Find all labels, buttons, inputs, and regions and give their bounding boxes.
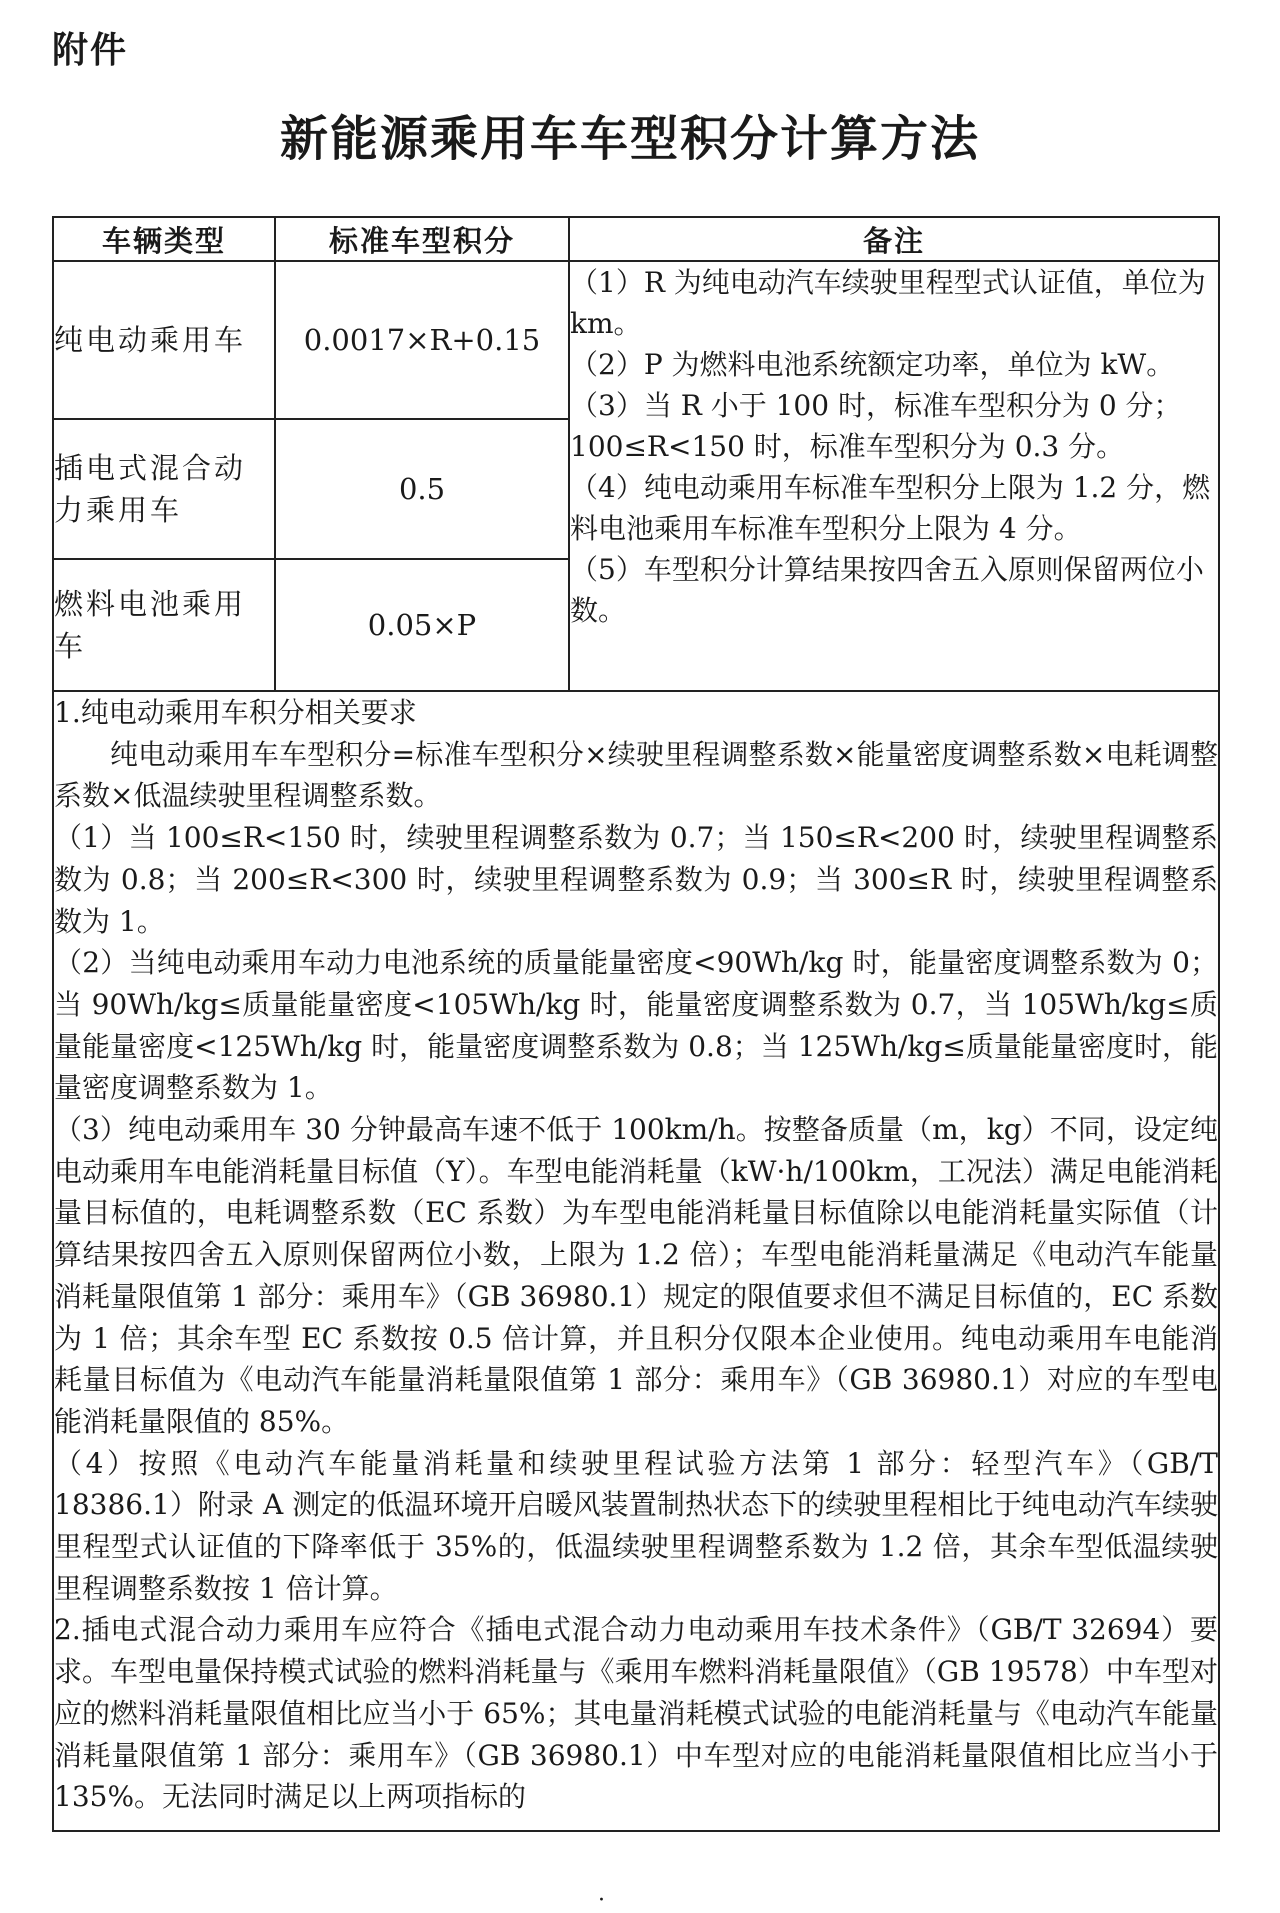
note-item: （1）R 为纯电动汽车续驶里程型式认证值，单位为 km。 (570, 266, 1206, 340)
attachment-label: 附件 (52, 30, 129, 71)
section-heading: 1.纯电动乘用车积分相关要求 (54, 696, 417, 729)
score-table (52, 216, 1220, 1832)
body-paragraph: （2）当纯电动乘用车动力电池系统的质量能量密度<90Wh/kg 时，能量密度调整系数为 0；当 90Wh/kg≤质量能量密度<105Wh/kg 时，能量密度调整系数为 0.7，当 105Wh/kg≤质量能量密度<125Wh/kg 时，能量密度调整系数为 0.8；当 125Wh/kg≤质量能量密度时，能量密度调整系数为 1。 (54, 946, 1218, 1105)
table-row (53, 261, 1219, 419)
standard-score-phev: 0.5 (275, 419, 569, 559)
vehicle-type-phev: 插电式混合动力乘用车 (53, 419, 275, 559)
standard-score-fcev: 0.05×P (275, 559, 569, 691)
section-heading: 2.插电式混合动力乘用车应符合《插电式混合动力电动乘用车技术条件》（GB/T 32694）要求。车型电量保持模式试验的燃料消耗量与《乘用车燃料消耗量限值》（GB 19578）中车型对应的燃料消耗量限值相比应当小于 65%；其电量消耗模式试验的电能消耗量与《电动汽车能量消耗量限值第 1 部分：乘用车》（GB 36980.1）中车型对应的电能消耗量限值相比应当小于 135%。无法同时满足以上两项指标的 (54, 1613, 1218, 1814)
note-item: （4）纯电动乘用车标准车型积分上限为 1.2 分，燃料电池乘用车标准车型积分上限为 4 分。 (570, 471, 1211, 545)
note-item: （2）P 为燃料电池系统额定功率，单位为 kW。 (570, 348, 1175, 381)
notes-cell (569, 261, 1219, 691)
body-paragraph: （4）按照《电动汽车能量消耗量和续驶里程试验方法第 1 部分：轻型汽车》（GB/T 18386.1）附录 A 测定的低温环境开启暖风装置制热状态下的续驶里程相比于纯电动汽车续驶里程型式认证值的下降率低于 35%的，低温续驶里程调整系数为 1.2 倍，其余车型低温续驶里程调整系数按 1 倍计算。 (54, 1446, 1218, 1605)
note-item: （3）当 R 小于 100 时，标准车型积分为 0 分；100≤R<150 时，标准车型积分为 0.3 分。 (570, 389, 1182, 463)
note-item: （5）车型积分计算结果按四舍五入原则保留两位小数。 (570, 553, 1204, 627)
table-header-row (53, 217, 1219, 261)
column-header-notes: 备注 (569, 217, 1219, 261)
table-row (53, 691, 1219, 1831)
formula-paragraph: 纯电动乘用车车型积分=标准车型积分×续驶里程调整系数×能量密度调整系数×电耗调整系数×低温续驶里程调整系数。 (54, 737, 1218, 813)
page-mark: · (598, 1888, 605, 1913)
standard-score-bev: 0.0017×R+0.15 (275, 261, 569, 419)
column-header-standard-score: 标准车型积分 (275, 217, 569, 261)
vehicle-type-fcev: 燃料电池乘用车 (53, 559, 275, 691)
column-header-vehicle-type: 车辆类型 (53, 217, 275, 261)
requirements-cell (53, 691, 1219, 1831)
body-paragraph: （3）纯电动乘用车 30 分钟最高车速不低于 100km/h。按整备质量（m，kg）不同，设定纯电动乘用车电能消耗量目标值（Y）。车型电能消耗量（kW·h/100km，工况法）满足电能消耗量目标值的，电耗调整系数（EC 系数）为车型电能消耗量目标值除以电能消耗量实际值（计算结果按四舍五入原则保留两位小数，上限为 1.2 倍）；车型电能消耗量满足《电动汽车能量消耗量限值第 1 部分：乘用车》（GB 36980.1）规定的限值要求但不满足目标值的，EC 系数为 1 倍；其余车型 EC 系数按 0.5 倍计算，并且积分仅限本企业使用。纯电动乘用车电能消耗量目标值为《电动汽车能量消耗量限值第 1 部分：乘用车》（GB 36980.1）对应的车型电能消耗量限值的 85%。 (54, 1113, 1219, 1438)
body-paragraph: （1）当 100≤R<150 时，续驶里程调整系数为 0.7；当 150≤R<200 时，续驶里程调整系数为 0.8；当 200≤R<300 时，续驶里程调整系数为 0.9；当 300≤R 时，续驶里程调整系数为 1。 (54, 821, 1218, 938)
document-title: 新能源乘用车车型积分计算方法 (279, 111, 980, 167)
vehicle-type-bev: 纯电动乘用车 (53, 261, 275, 419)
